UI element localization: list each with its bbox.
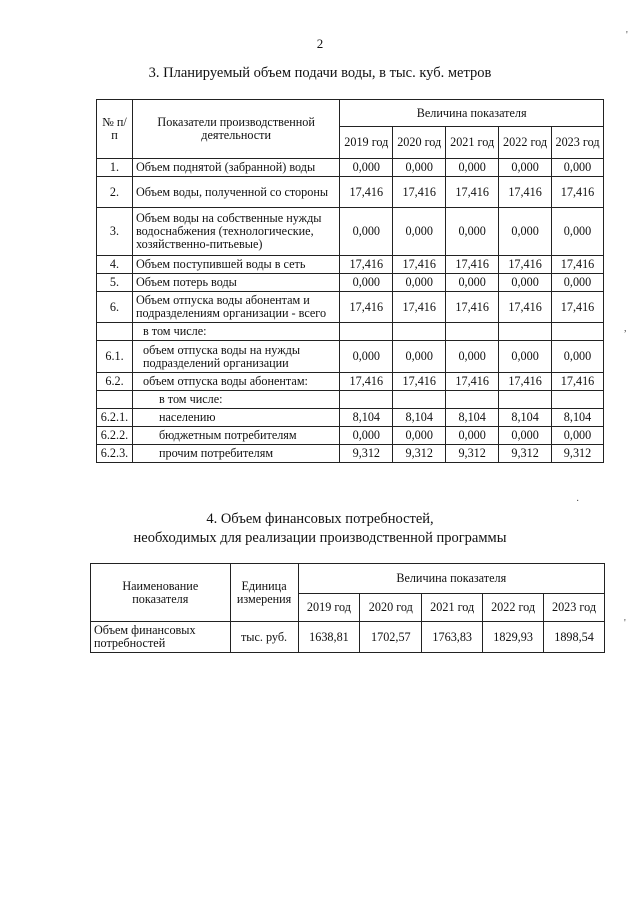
row-value: 9,312 xyxy=(393,445,446,463)
row-value: 8,104 xyxy=(340,409,393,427)
row-value: 0,000 xyxy=(499,208,552,256)
row-value: 0,000 xyxy=(446,159,499,177)
row-label: объем отпуска воды на нужды подразделений организации xyxy=(132,341,339,373)
row-num xyxy=(97,391,133,409)
row-value xyxy=(340,391,393,409)
row-value: 8,104 xyxy=(446,409,499,427)
row-value xyxy=(340,323,393,341)
header-year: 2021 год xyxy=(446,127,499,159)
row-value: 8,104 xyxy=(393,409,446,427)
table-row xyxy=(97,373,604,391)
table-row xyxy=(97,274,604,292)
scan-speck: · xyxy=(576,496,580,507)
row-label: Объем воды, полученной со стороны xyxy=(132,177,339,208)
header-year: 2022 год xyxy=(499,127,552,159)
row-value: 8,104 xyxy=(499,409,552,427)
row-num: 6.2.3. xyxy=(97,445,133,463)
table-row xyxy=(97,292,604,323)
header-unit: Единица измерения xyxy=(230,564,298,622)
row-value: 0,000 xyxy=(393,208,446,256)
row-value: 0,000 xyxy=(446,208,499,256)
row-value: 9,312 xyxy=(552,445,604,463)
row-label: объем отпуска воды абонентам: xyxy=(132,373,339,391)
table-row xyxy=(97,427,604,445)
row-value: 17,416 xyxy=(340,373,393,391)
row-value: 17,416 xyxy=(552,256,604,274)
scan-speck: ' xyxy=(624,618,626,629)
scan-speck: ' xyxy=(626,30,628,41)
section3-title: 3. Планируемый объем подачи воды, в тыс. куб. метров xyxy=(148,65,492,81)
water-supply-table xyxy=(96,99,604,463)
header-year: 2019 год xyxy=(340,127,393,159)
row-value: 0,000 xyxy=(340,208,393,256)
row-value: 17,416 xyxy=(499,177,552,208)
header-num: № п/п xyxy=(97,100,133,159)
row-value: 0,000 xyxy=(340,341,393,373)
row-value: 17,416 xyxy=(393,256,446,274)
row-value xyxy=(446,391,499,409)
row-value: 0,000 xyxy=(499,159,552,177)
row-value: 0,000 xyxy=(393,159,446,177)
row-value: 0,000 xyxy=(446,274,499,292)
row-value: 0,000 xyxy=(499,274,552,292)
row-value: 1638,81 xyxy=(298,622,360,653)
header-year: 2023 год xyxy=(544,594,605,622)
table-row xyxy=(97,177,604,208)
row-label: Объем поднятой (забранной) воды xyxy=(132,159,339,177)
header-name: Наименование показателя xyxy=(91,564,231,622)
section4-title-line1: 4. Объем финансовых потребностей, xyxy=(206,511,434,527)
row-value: 8,104 xyxy=(552,409,604,427)
row-value xyxy=(552,323,604,341)
header-year: 2020 год xyxy=(360,594,422,622)
header-year: 2019 год xyxy=(298,594,360,622)
row-value xyxy=(499,323,552,341)
row-value: 17,416 xyxy=(393,292,446,323)
row-value: 1702,57 xyxy=(360,622,422,653)
row-value: 0,000 xyxy=(552,427,604,445)
row-label: в том числе: xyxy=(132,391,339,409)
row-value: 17,416 xyxy=(446,292,499,323)
row-num: 4. xyxy=(97,256,133,274)
header-year: 2021 год xyxy=(422,594,483,622)
header-year: 2023 год xyxy=(552,127,604,159)
table-row xyxy=(97,256,604,274)
table-row xyxy=(97,391,604,409)
row-label: Объем потерь воды xyxy=(132,274,339,292)
row-label: населению xyxy=(132,409,339,427)
row-label: Объем отпуска воды абонентам и подразделениям организации - всего xyxy=(132,292,339,323)
row-value: 0,000 xyxy=(552,274,604,292)
section4-title-line2: необходимых для реализации производственной программы xyxy=(133,530,507,546)
row-value: 0,000 xyxy=(393,427,446,445)
row-value: 0,000 xyxy=(499,341,552,373)
row-label: бюджетным потребителям xyxy=(132,427,339,445)
page-number: 2 xyxy=(316,36,324,51)
financial-needs-table xyxy=(90,563,605,653)
row-value: 17,416 xyxy=(340,292,393,323)
table-row xyxy=(97,323,604,341)
row-num: 6. xyxy=(97,292,133,323)
row-value: 17,416 xyxy=(499,292,552,323)
row-num: 3. xyxy=(97,208,133,256)
row-num: 2. xyxy=(97,177,133,208)
header-value: Величина показателя xyxy=(340,100,604,127)
row-value: 0,000 xyxy=(340,427,393,445)
table-header-row xyxy=(97,100,604,127)
row-label: в том числе: xyxy=(132,323,339,341)
row-value: 17,416 xyxy=(446,177,499,208)
row-value: 17,416 xyxy=(552,292,604,323)
row-value: 17,416 xyxy=(552,177,604,208)
row-unit: тыс. руб. xyxy=(230,622,298,653)
row-value xyxy=(499,391,552,409)
header-indicator: Показатели производственной деятельности xyxy=(132,100,339,159)
row-value: 17,416 xyxy=(499,256,552,274)
row-label: прочим потребителям xyxy=(132,445,339,463)
header-value: Величина показателя xyxy=(298,564,604,594)
row-value: 1829,93 xyxy=(483,622,544,653)
row-value: 0,000 xyxy=(552,208,604,256)
row-value: 0,000 xyxy=(446,427,499,445)
row-value: 1763,83 xyxy=(422,622,483,653)
row-value: 17,416 xyxy=(446,373,499,391)
row-value: 17,416 xyxy=(340,177,393,208)
row-value: 17,416 xyxy=(393,373,446,391)
row-value: 9,312 xyxy=(446,445,499,463)
table-row xyxy=(97,159,604,177)
row-value: 0,000 xyxy=(340,159,393,177)
row-label: Объем воды на собственные нужды водоснабжения (технологические, хозяйственно-питьевые) xyxy=(132,208,339,256)
header-year: 2020 год xyxy=(393,127,446,159)
row-value: 0,000 xyxy=(340,274,393,292)
row-value: 9,312 xyxy=(340,445,393,463)
row-value xyxy=(552,391,604,409)
row-value: 0,000 xyxy=(499,427,552,445)
table-row xyxy=(97,341,604,373)
row-value: 0,000 xyxy=(552,159,604,177)
row-label: Объем поступившей воды в сеть xyxy=(132,256,339,274)
table-header-row xyxy=(91,564,605,594)
row-value: 0,000 xyxy=(393,341,446,373)
table-row xyxy=(97,409,604,427)
row-value xyxy=(446,323,499,341)
row-value: 0,000 xyxy=(446,341,499,373)
row-value: 0,000 xyxy=(393,274,446,292)
row-num: 6.1. xyxy=(97,341,133,373)
row-num: 6.2.1. xyxy=(97,409,133,427)
row-value: 17,416 xyxy=(499,373,552,391)
row-num: 1. xyxy=(97,159,133,177)
row-value xyxy=(393,391,446,409)
row-num: 6.2.2. xyxy=(97,427,133,445)
row-num: 6.2. xyxy=(97,373,133,391)
table-row xyxy=(97,445,604,463)
table-row xyxy=(91,622,605,653)
row-value: 17,416 xyxy=(393,177,446,208)
row-num: 5. xyxy=(97,274,133,292)
row-value: 17,416 xyxy=(446,256,499,274)
row-value: 0,000 xyxy=(552,341,604,373)
row-value: 9,312 xyxy=(499,445,552,463)
row-value xyxy=(393,323,446,341)
section4-title xyxy=(0,510,640,548)
header-year: 2022 год xyxy=(483,594,544,622)
row-value: 1898,54 xyxy=(544,622,605,653)
row-num xyxy=(97,323,133,341)
row-label: Объем финансовых потребностей xyxy=(91,622,231,653)
table-row xyxy=(97,208,604,256)
row-value: 17,416 xyxy=(552,373,604,391)
row-value: 17,416 xyxy=(340,256,393,274)
scan-speck: , xyxy=(624,323,627,334)
